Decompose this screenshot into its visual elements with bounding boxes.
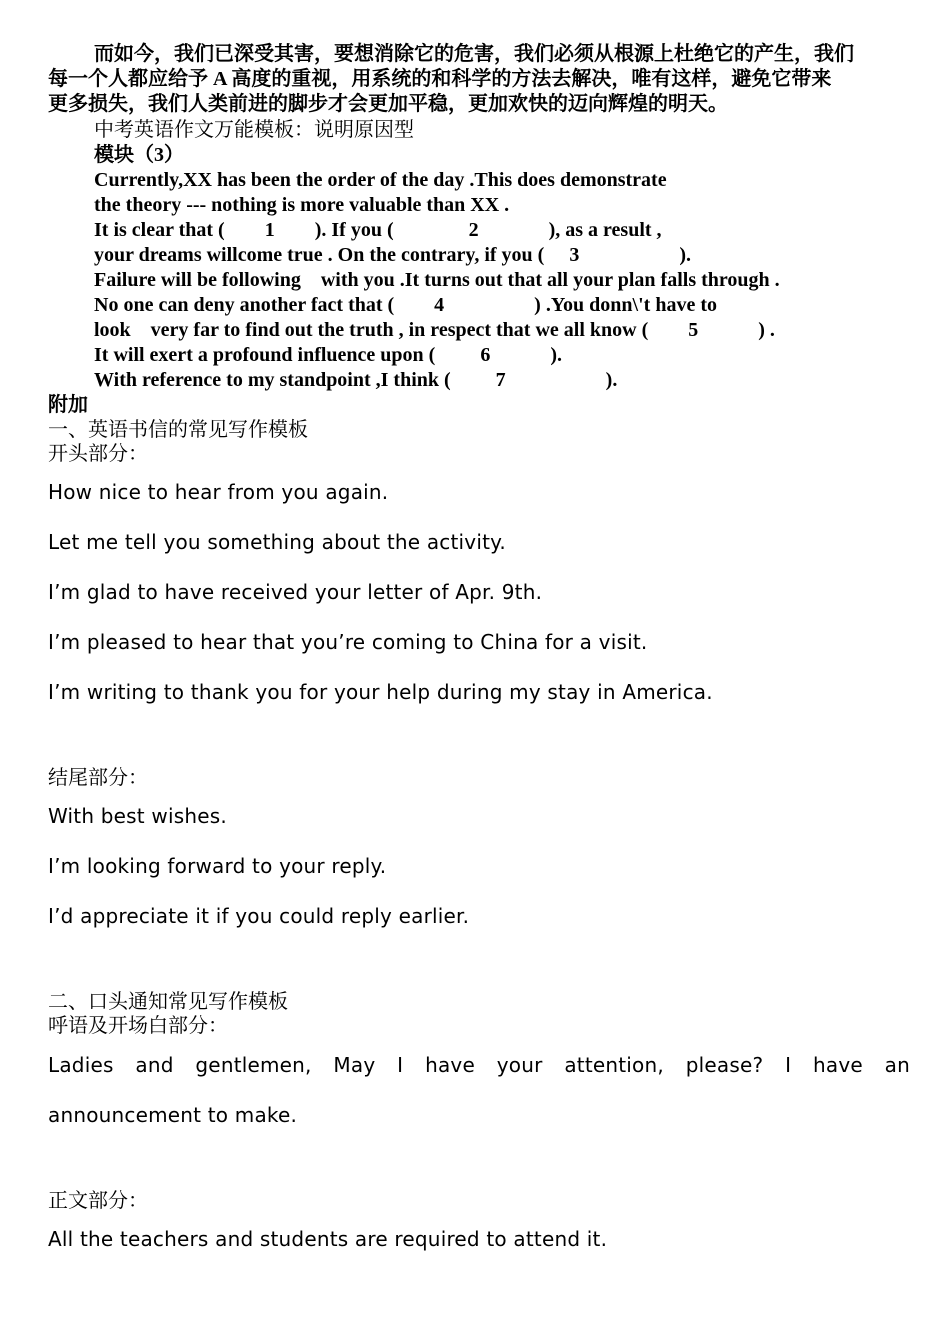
notice-greeting-label: 呼语及开场白部分：	[48, 1015, 228, 1037]
opening-line-4: I’m pleased to hear that you’re coming to China for a visit.	[48, 630, 648, 654]
greeting-line-1: Ladies and gentlemen, May I have your attention, please? I have an	[48, 1053, 910, 1077]
intro-line-1: 而如今，我们已深受其害，要想消除它的危害，我们必须从根源上杜绝它的产生，我们	[94, 43, 854, 65]
template-module: 模块（3）	[94, 144, 184, 166]
letter-heading: 一、英语书信的常见写作模板	[48, 419, 308, 441]
letter-closing-label: 结尾部分：	[48, 767, 148, 789]
opening-line-5: I’m writing to thank you for your help during my stay in America.	[48, 680, 713, 704]
greeting-line-2: announcement to make.	[48, 1103, 298, 1127]
template-line-3: It is clear that ( 1 ). If you ( 2 ), as a result ,	[94, 219, 662, 241]
body-line-1: All the teachers and students are required to attend it.	[48, 1227, 608, 1251]
opening-line-2: Let me tell you something about the activity.	[48, 530, 506, 554]
letter-opening-label: 开头部分：	[48, 443, 148, 465]
template-line-9: With reference to my standpoint ,I think ( 7 ).	[94, 369, 618, 391]
template-line-8: It will exert a profound influence upon ( 6 ).	[94, 344, 562, 366]
template-line-2: the theory --- nothing is more valuable than XX .	[94, 194, 510, 216]
closing-line-1: With best wishes.	[48, 804, 227, 828]
template-line-1: Currently,XX has been the order of the day .This does demonstrate	[94, 169, 667, 191]
closing-line-3: I’d appreciate it if you could reply earlier.	[48, 904, 470, 928]
appendix-title: 附加	[48, 394, 88, 416]
template-title: 中考英语作文万能模板：说明原因型	[94, 119, 414, 141]
notice-body-label: 正文部分：	[48, 1190, 148, 1212]
intro-line-2: 每一个人都应给予 A 高度的重视，用系统的和科学的方法去解决，唯有这样，避免它带来	[48, 68, 832, 90]
opening-line-3: I’m glad to have received your letter of Apr. 9th.	[48, 580, 543, 604]
template-line-4: your dreams willcome true . On the contrary, if you ( 3 ).	[94, 244, 691, 266]
intro-line-3: 更多损失，我们人类前进的脚步才会更加平稳，更加欢快的迈向辉煌的明天。	[48, 93, 728, 115]
opening-line-1: How nice to hear from you again.	[48, 480, 389, 504]
template-line-6: No one can deny another fact that ( 4 ) .You donn\'t have to	[94, 294, 717, 316]
template-line-5: Failure will be following with you .It turns out that all your plan falls through .	[94, 269, 780, 291]
closing-line-2: I’m looking forward to your reply.	[48, 854, 387, 878]
notice-heading: 二、口头通知常见写作模板	[48, 991, 288, 1013]
template-line-7: look very far to find out the truth , in respect that we all know ( 5 ) .	[94, 319, 775, 341]
